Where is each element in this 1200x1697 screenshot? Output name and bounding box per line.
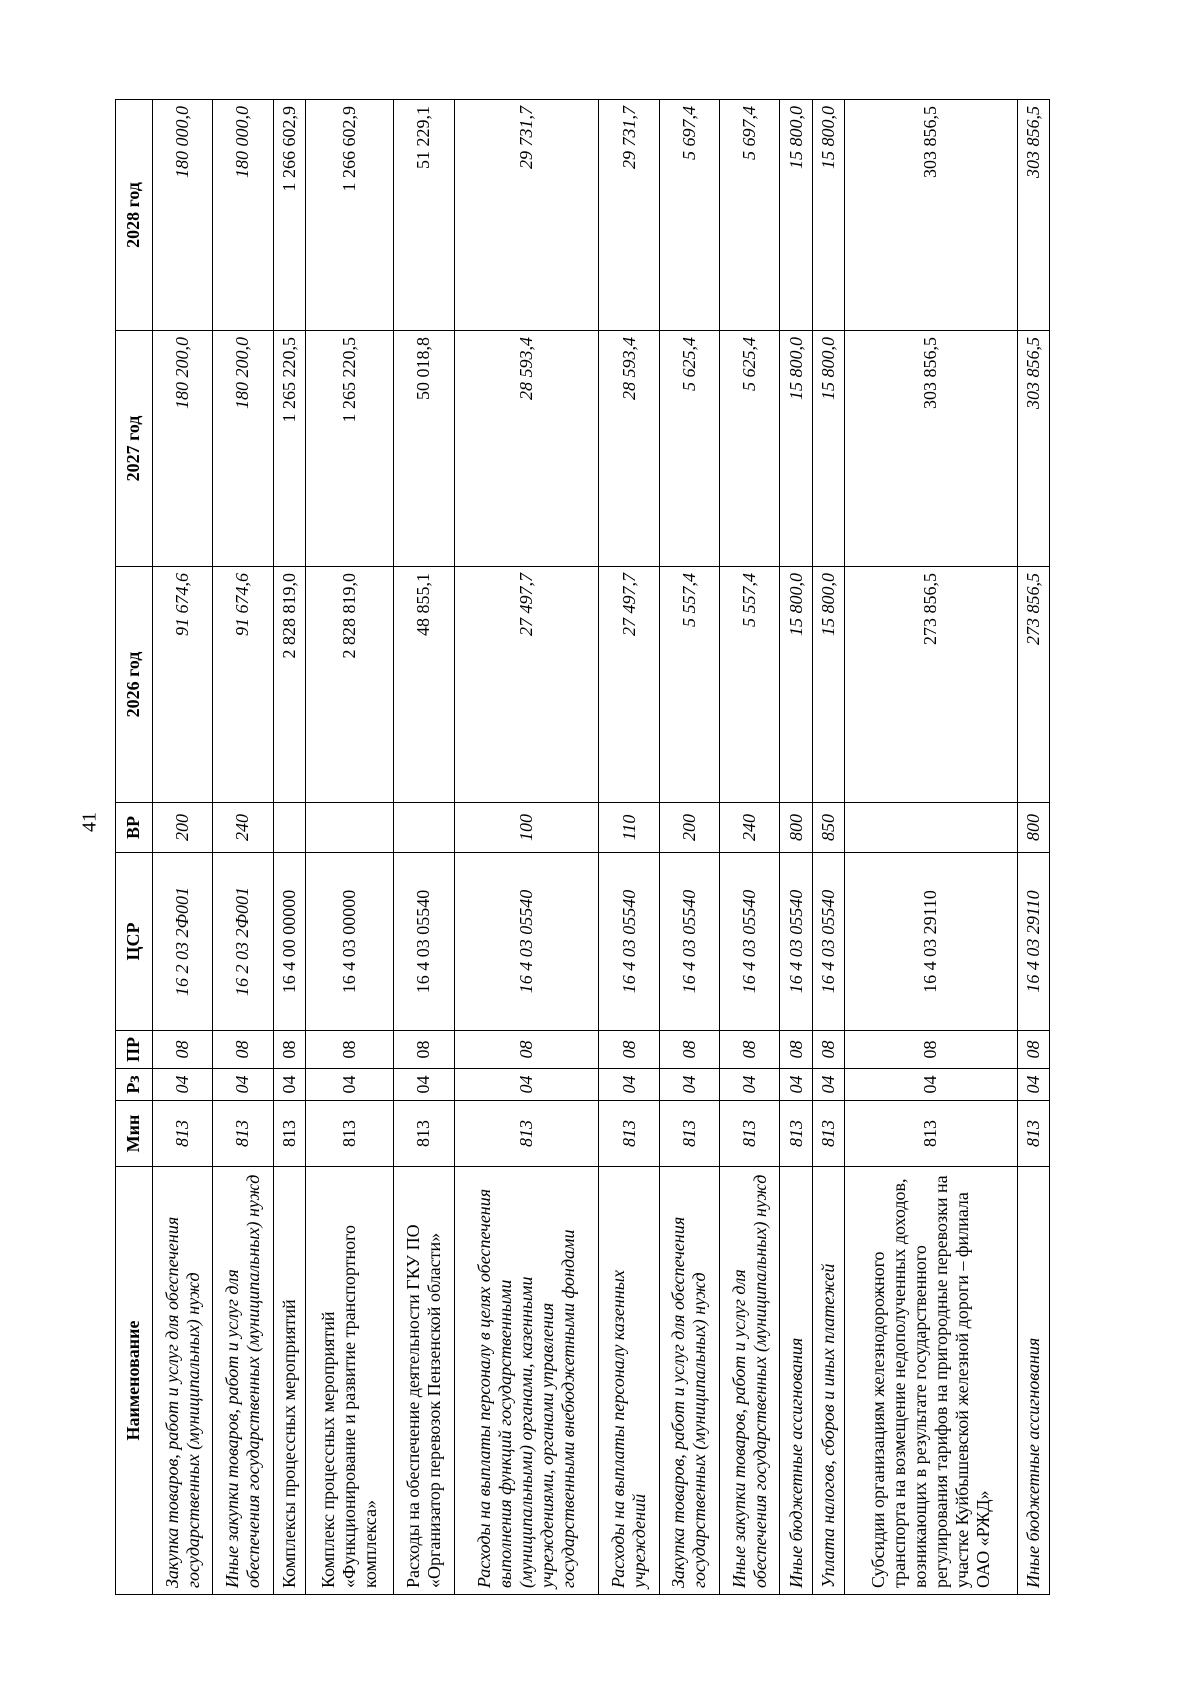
header-csr: ЦСР bbox=[116, 853, 153, 1031]
cell-rz: 04 bbox=[659, 1069, 719, 1101]
budget-table bbox=[115, 99, 1050, 1595]
cell-name: Комплексы процессных мероприятий bbox=[273, 1167, 305, 1595]
cell-2028: 51 229,1 bbox=[394, 100, 454, 331]
cell-rz: 04 bbox=[454, 1069, 599, 1101]
cell-name: Закупка товаров, работ и услуг для обеспечения государственных (муниципальных) нужд bbox=[659, 1167, 719, 1595]
cell-rz: 04 bbox=[305, 1069, 393, 1101]
cell-2027: 1 265 220,5 bbox=[305, 331, 393, 567]
cell-rz: 04 bbox=[213, 1069, 273, 1101]
cell-2026: 91 674,6 bbox=[153, 567, 213, 803]
cell-rz: 04 bbox=[780, 1069, 812, 1101]
cell-csr: 16 4 00 00000 bbox=[273, 853, 305, 1031]
page-number: 41 bbox=[78, 812, 101, 832]
table-row bbox=[454, 100, 599, 1595]
cell-csr: 16 4 03 05540 bbox=[659, 853, 719, 1031]
cell-min: 813 bbox=[1017, 1101, 1049, 1167]
cell-min: 813 bbox=[273, 1101, 305, 1167]
cell-min: 813 bbox=[720, 1101, 780, 1167]
cell-csr: 16 4 03 05540 bbox=[599, 853, 659, 1031]
cell-vr bbox=[394, 803, 454, 853]
cell-2028: 303 856,5 bbox=[1017, 100, 1049, 331]
cell-csr: 16 2 03 2Ф001 bbox=[153, 853, 213, 1031]
header-min: Мин bbox=[116, 1101, 153, 1167]
cell-vr bbox=[305, 803, 393, 853]
cell-pr: 08 bbox=[213, 1031, 273, 1069]
table-row bbox=[273, 100, 305, 1595]
table-row bbox=[599, 100, 659, 1595]
cell-2027: 15 800,0 bbox=[812, 331, 844, 567]
cell-pr: 08 bbox=[1017, 1031, 1049, 1069]
cell-2028: 15 800,0 bbox=[780, 100, 812, 331]
cell-2028: 15 800,0 bbox=[812, 100, 844, 331]
cell-2028: 5 697,4 bbox=[659, 100, 719, 331]
cell-2026: 2 828 819,0 bbox=[273, 567, 305, 803]
header-2027: 2027 год bbox=[116, 331, 153, 567]
header-row bbox=[116, 100, 153, 1595]
cell-pr: 08 bbox=[659, 1031, 719, 1069]
budget-table-container bbox=[115, 100, 1050, 1595]
header-vr: ВР bbox=[116, 803, 153, 853]
cell-2028: 1 266 602,9 bbox=[273, 100, 305, 331]
table-row bbox=[1017, 100, 1049, 1595]
cell-2027: 1 265 220,5 bbox=[273, 331, 305, 567]
cell-vr: 800 bbox=[1017, 803, 1049, 853]
cell-vr: 200 bbox=[153, 803, 213, 853]
cell-pr: 08 bbox=[844, 1031, 1017, 1069]
cell-csr: 16 4 03 05540 bbox=[812, 853, 844, 1031]
cell-2027: 303 856,5 bbox=[844, 331, 1017, 567]
cell-rz: 04 bbox=[273, 1069, 305, 1101]
cell-2026: 273 856,5 bbox=[844, 567, 1017, 803]
cell-2026: 91 674,6 bbox=[213, 567, 273, 803]
table-row bbox=[394, 100, 454, 1595]
cell-min: 813 bbox=[659, 1101, 719, 1167]
cell-2026: 5 557,4 bbox=[659, 567, 719, 803]
cell-rz: 04 bbox=[1017, 1069, 1049, 1101]
cell-2026: 2 828 819,0 bbox=[305, 567, 393, 803]
cell-min: 813 bbox=[780, 1101, 812, 1167]
cell-vr bbox=[273, 803, 305, 853]
cell-2028: 180 000,0 bbox=[153, 100, 213, 331]
cell-name: Иные бюджетные ассигнования bbox=[780, 1167, 812, 1595]
cell-2028: 180 000,0 bbox=[213, 100, 273, 331]
cell-csr: 16 4 03 00000 bbox=[305, 853, 393, 1031]
cell-name: Иные бюджетные ассигнования bbox=[1017, 1167, 1049, 1595]
cell-vr: 240 bbox=[213, 803, 273, 853]
cell-name: Иные закупки товаров, работ и услуг для обеспечения государственных (муниципальных) нужд bbox=[213, 1167, 273, 1595]
cell-min: 813 bbox=[454, 1101, 599, 1167]
cell-rz: 04 bbox=[599, 1069, 659, 1101]
cell-2026: 15 800,0 bbox=[812, 567, 844, 803]
cell-2026: 27 497,7 bbox=[599, 567, 659, 803]
cell-csr: 16 4 03 05540 bbox=[394, 853, 454, 1031]
cell-min: 813 bbox=[812, 1101, 844, 1167]
table-row bbox=[812, 100, 844, 1595]
cell-name: Расходы на выплаты персоналу казенных учреждений bbox=[599, 1167, 659, 1595]
cell-rz: 04 bbox=[720, 1069, 780, 1101]
cell-csr: 16 4 03 05540 bbox=[720, 853, 780, 1031]
cell-rz: 04 bbox=[394, 1069, 454, 1101]
cell-2026: 273 856,5 bbox=[1017, 567, 1049, 803]
cell-vr: 200 bbox=[659, 803, 719, 853]
cell-pr: 08 bbox=[153, 1031, 213, 1069]
cell-pr: 08 bbox=[394, 1031, 454, 1069]
cell-csr: 16 4 03 29110 bbox=[1017, 853, 1049, 1031]
cell-pr: 08 bbox=[305, 1031, 393, 1069]
cell-2027: 180 200,0 bbox=[213, 331, 273, 567]
cell-2027: 50 018,8 bbox=[394, 331, 454, 567]
cell-vr bbox=[844, 803, 1017, 853]
cell-2026: 5 557,4 bbox=[720, 567, 780, 803]
cell-name: Комплекс процессных мероприятий «Функционирование и развитие транспортного комплекса» bbox=[305, 1167, 393, 1595]
cell-pr: 08 bbox=[454, 1031, 599, 1069]
cell-vr: 100 bbox=[454, 803, 599, 853]
cell-min: 813 bbox=[844, 1101, 1017, 1167]
header-2026: 2026 год bbox=[116, 567, 153, 803]
header-pr: ПР bbox=[116, 1031, 153, 1069]
header-name: Наименование bbox=[116, 1167, 153, 1595]
cell-pr: 08 bbox=[273, 1031, 305, 1069]
cell-2028: 1 266 602,9 bbox=[305, 100, 393, 331]
cell-2027: 28 593,4 bbox=[599, 331, 659, 567]
cell-pr: 08 bbox=[812, 1031, 844, 1069]
cell-name: Субсидии организациям железнодорожного транспорта на возмещение недополученных доходов, возникающих в результате государственного регулирования тарифов на пригородные перевозки на участке Куйбышевской железной дороги – филиала ОАО «РЖД» bbox=[844, 1167, 1017, 1595]
cell-2026: 48 855,1 bbox=[394, 567, 454, 803]
cell-csr: 16 4 03 29110 bbox=[844, 853, 1017, 1031]
cell-2027: 180 200,0 bbox=[153, 331, 213, 567]
cell-vr: 110 bbox=[599, 803, 659, 853]
cell-2026: 15 800,0 bbox=[780, 567, 812, 803]
cell-name: Закупка товаров, работ и услуг для обеспечения государственных (муниципальных) нужд bbox=[153, 1167, 213, 1595]
cell-rz: 04 bbox=[844, 1069, 1017, 1101]
cell-2027: 28 593,4 bbox=[454, 331, 599, 567]
cell-name: Иные закупки товаров, работ и услуг для обеспечения государственных (муниципальных) нужд bbox=[720, 1167, 780, 1595]
table-row bbox=[780, 100, 812, 1595]
cell-2026: 27 497,7 bbox=[454, 567, 599, 803]
table-row bbox=[844, 100, 1017, 1595]
cell-min: 813 bbox=[394, 1101, 454, 1167]
cell-min: 813 bbox=[153, 1101, 213, 1167]
cell-csr: 16 4 03 05540 bbox=[780, 853, 812, 1031]
cell-2028: 29 731,7 bbox=[599, 100, 659, 331]
cell-min: 813 bbox=[599, 1101, 659, 1167]
cell-csr: 16 2 03 2Ф001 bbox=[213, 853, 273, 1031]
cell-pr: 08 bbox=[780, 1031, 812, 1069]
cell-pr: 08 bbox=[599, 1031, 659, 1069]
table-row bbox=[213, 100, 273, 1595]
cell-name: Уплата налогов, сборов и иных платежей bbox=[812, 1167, 844, 1595]
cell-name: Расходы на выплаты персоналу в целях обеспечения выполнения функций государственными (муниципальными) органами, казенными учреждениями, органами управления государственными внебюджетными фондами bbox=[454, 1167, 599, 1595]
cell-2027: 303 856,5 bbox=[1017, 331, 1049, 567]
cell-min: 813 bbox=[305, 1101, 393, 1167]
cell-2027: 15 800,0 bbox=[780, 331, 812, 567]
cell-rz: 04 bbox=[812, 1069, 844, 1101]
cell-2027: 5 625,4 bbox=[659, 331, 719, 567]
cell-2028: 29 731,7 bbox=[454, 100, 599, 331]
cell-min: 813 bbox=[213, 1101, 273, 1167]
cell-2027: 5 625,4 bbox=[720, 331, 780, 567]
table-row bbox=[720, 100, 780, 1595]
cell-pr: 08 bbox=[720, 1031, 780, 1069]
cell-vr: 240 bbox=[720, 803, 780, 853]
table-row bbox=[153, 100, 213, 1595]
cell-rz: 04 bbox=[153, 1069, 213, 1101]
table-row bbox=[659, 100, 719, 1595]
table-row bbox=[305, 100, 393, 1595]
header-rz: Рз bbox=[116, 1069, 153, 1101]
cell-2028: 303 856,5 bbox=[844, 100, 1017, 331]
cell-2028: 5 697,4 bbox=[720, 100, 780, 331]
header-2028: 2028 год bbox=[116, 100, 153, 331]
cell-vr: 800 bbox=[780, 803, 812, 853]
cell-name: Расходы на обеспечение деятельности ГКУ ПО «Организатор перевозок Пензенской области» bbox=[394, 1167, 454, 1595]
cell-csr: 16 4 03 05540 bbox=[454, 853, 599, 1031]
cell-vr: 850 bbox=[812, 803, 844, 853]
table-body bbox=[153, 100, 1050, 1595]
